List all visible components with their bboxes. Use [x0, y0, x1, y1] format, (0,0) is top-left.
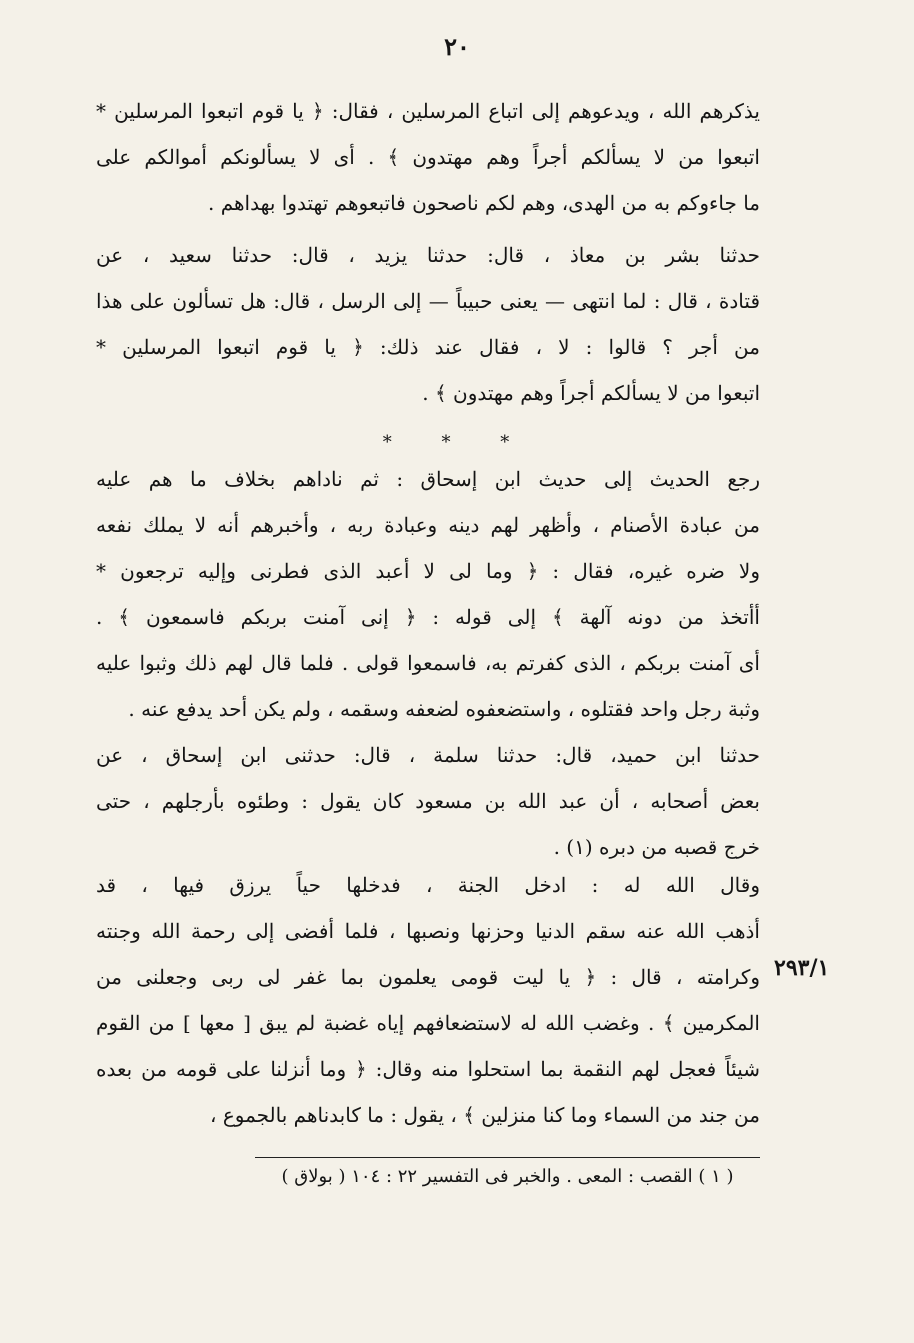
text-line: من أجر ؟ قالوا : لا ، فقال عند ذلك: ﴿ يا قوم اتبعوا المرسلين *: [96, 335, 760, 359]
text-line: حدثنا ابن حميد، قال: حدثنا سلمة ، قال: حدثنى ابن إسحاق ، عن: [96, 743, 760, 767]
text-line: بعض أصحابه ، أن عبد الله بن مسعود كان يقول : وطئوه بأرجلهم ، حتى: [96, 789, 760, 813]
text-line: أذهب الله عنه سقم الدنيا وحزنها ونصبها ، فلما أفضى إلى رحمة الله وجنته: [96, 919, 760, 943]
paragraph-3: [96, 456, 760, 732]
text-line: حدثنا بشر بن معاذ ، قال: حدثنا يزيد ، قال: حدثنا سعيد ، عن: [96, 243, 760, 267]
text-line: قتادة ، قال : لما انتهى — يعنى حبيباً — إلى الرسل ، قال: هل تسألون على هذا: [96, 289, 760, 313]
paragraph-2: [96, 232, 760, 416]
margin-reference: ٢٩٣/١: [774, 955, 830, 981]
paragraph-1: [96, 88, 760, 226]
text-line: المكرمين ﴾ . وغضب الله له لاستضعافهم إياه غضبة لم يبق [ معها ] من القوم: [96, 1011, 760, 1035]
text-line: ما جاءوكم به من الهدى، وهم لكم ناصحون فاتبعوهم تهتدوا بهداهم .: [207, 191, 760, 215]
text-line: من جند من السماء وما كنا منزلين ﴾ ، يقول : ما كابدناهم بالجموع ،: [210, 1103, 760, 1127]
paragraph-5: [96, 862, 760, 1138]
text-line: وقال الله له : ادخل الجنة ، فدخلها حياً يرزق فيها ، قد: [96, 873, 760, 897]
page-number: ٢٠: [444, 32, 470, 61]
text-line: وكرامته ، قال : ﴿ يا ليت قومى يعلمون بما غفر لى ربى وجعلنى من: [96, 965, 760, 989]
text-line: اتبعوا من لا يسألكم أجراً وهم مهتدون ﴾ .: [422, 381, 760, 405]
text-line: رجع الحديث إلى حديث ابن إسحاق : ثم ناداهم بخلاف ما هم عليه: [96, 467, 760, 491]
paragraph-4: [96, 732, 760, 870]
text-line: أأتخذ من دونه آلهة ﴾ إلى قوله : ﴿ إنى آمنت بربكم فاسمعون ﴾ .: [96, 605, 760, 629]
text-line: يذكرهم الله ، ويدعوهم إلى اتباع المرسلين ، فقال: ﴿ يا قوم اتبعوا المرسلين *: [96, 99, 760, 123]
text-line: ولا ضره غيره، فقال : ﴿ وما لى لا أعبد الذى فطرنى وإليه ترجعون *: [96, 559, 760, 583]
text-line: وثبة رجل واحد فقتلوه ، واستضعفوه لضعفه وسقمه ، ولم يكن أحد يدفع عنه .: [128, 697, 760, 721]
footnote-divider: [255, 1157, 760, 1158]
text-line: اتبعوا من لا يسألكم أجراً وهم مهتدون ﴾ . أى لا يسألونكم أموالكم على: [96, 145, 760, 169]
text-line: شيئاً فعجل لهم النقمة بما استحلوا منه وقال: ﴿ وما أنزلنا على قومه من بعده: [96, 1057, 760, 1081]
section-separator: * * *: [382, 432, 532, 453]
text-line: أى آمنت بربكم ، الذى كفرتم به، فاسمعوا قولى . فلما قال لهم ذلك وثبوا عليه: [96, 651, 760, 675]
text-line: من عبادة الأصنام ، وأظهر لهم دينه وعبادة ربه ، وأخبرهم أنه لا يملك نفعه: [96, 513, 760, 537]
footnote: ( ١ ) القصب : المعى . والخبر فى التفسير ٢٢ : ١٠٤ ( بولاق ): [281, 1166, 734, 1187]
text-line: خرج قصبه من دبره (١) .: [553, 835, 760, 859]
